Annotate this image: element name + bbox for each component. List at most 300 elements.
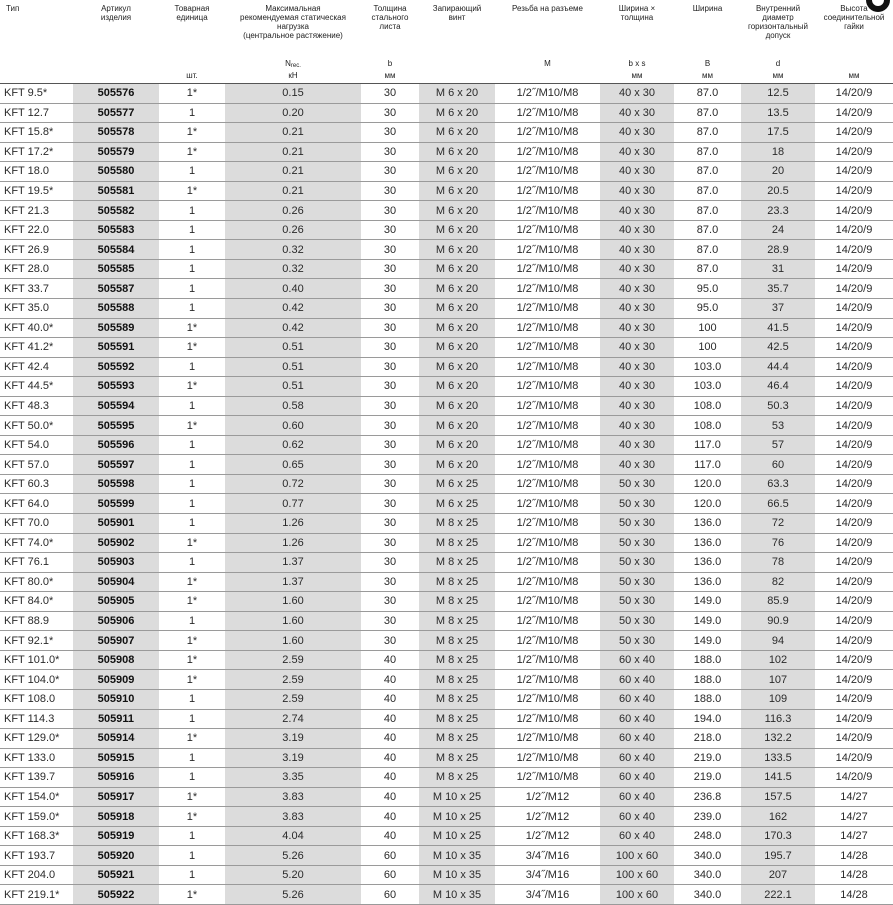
cell-thread: 1/2˝/M10/M8: [495, 357, 600, 377]
cell-height: 14/20/9: [815, 84, 893, 104]
cell-article: 505922: [73, 885, 159, 905]
cell-article: 505915: [73, 748, 159, 768]
cell-load: 0.20: [225, 103, 361, 123]
cell-thread: 1/2˝/M10/M8: [495, 299, 600, 319]
cell-wxs: 40 x 30: [600, 84, 674, 104]
header-wxs: Ширина × толщина: [618, 4, 656, 22]
cell-width: 87.0: [674, 142, 741, 162]
cell-load: 0.21: [225, 162, 361, 182]
cell-thread: 1/2˝/M10/M8: [495, 416, 600, 436]
cell-unit: 1*: [159, 670, 225, 690]
cell-thread: 1/2˝/M10/M8: [495, 435, 600, 455]
symbol-diameter: d: [775, 59, 781, 68]
header-thread: Резьба на разъеме: [512, 4, 583, 13]
cell-article: 505916: [73, 768, 159, 788]
cell-load: 0.51: [225, 357, 361, 377]
cell-thread: 1/2˝/M10/M8: [495, 553, 600, 573]
cell-thread: 1/2˝/M10/M8: [495, 240, 600, 260]
cell-wxs: 40 x 30: [600, 318, 674, 338]
cell-load: 0.32: [225, 240, 361, 260]
cell-diameter: 60: [741, 455, 815, 475]
cell-screw: M 6 x 20: [419, 220, 495, 240]
cell-height: 14/20/9: [815, 142, 893, 162]
cell-type: KFT 193.7: [0, 846, 73, 866]
cell-thickness: 30: [361, 435, 419, 455]
cell-screw: M 6 x 25: [419, 474, 495, 494]
cell-thickness: 30: [361, 103, 419, 123]
cell-thread: 1/2˝/M10/M8: [495, 142, 600, 162]
cell-thickness: 30: [361, 377, 419, 397]
cell-type: KFT 74.0*: [0, 533, 73, 553]
cell-article: 505905: [73, 592, 159, 612]
cell-height: 14/20/9: [815, 553, 893, 573]
cell-unit: 1: [159, 162, 225, 182]
cell-article: 505914: [73, 729, 159, 749]
cell-height: 14/27: [815, 787, 893, 807]
cell-thread: 1/2˝/M10/M8: [495, 709, 600, 729]
cell-unit: 1*: [159, 533, 225, 553]
cell-thread: 1/2˝/M10/M8: [495, 162, 600, 182]
cell-article: 505904: [73, 572, 159, 592]
cell-height: 14/20/9: [815, 162, 893, 182]
cell-load: 1.60: [225, 631, 361, 651]
cell-screw: M 6 x 20: [419, 84, 495, 104]
cell-thickness: 40: [361, 650, 419, 670]
cell-diameter: 24: [741, 220, 815, 240]
cell-article: 505596: [73, 435, 159, 455]
cell-thickness: 40: [361, 689, 419, 709]
cell-wxs: 60 x 40: [600, 826, 674, 846]
cell-article: 505594: [73, 396, 159, 416]
table-row: [0, 455, 893, 475]
table-row: [0, 338, 893, 358]
cell-diameter: 66.5: [741, 494, 815, 514]
cell-screw: M 6 x 20: [419, 142, 495, 162]
cell-diameter: 195.7: [741, 846, 815, 866]
cell-height: 14/20/9: [815, 299, 893, 319]
cell-screw: M 8 x 25: [419, 592, 495, 612]
cell-unit: 1: [159, 455, 225, 475]
table-row: [0, 787, 893, 807]
table-row: [0, 514, 893, 534]
cell-wxs: 100 x 60: [600, 865, 674, 885]
cell-thickness: 30: [361, 455, 419, 475]
cell-width: 149.0: [674, 592, 741, 612]
table-row: [0, 826, 893, 846]
cell-unit: 1: [159, 709, 225, 729]
cell-load: 0.21: [225, 181, 361, 201]
cell-thread: 1/2˝/M10/M8: [495, 748, 600, 768]
cell-diameter: 90.9: [741, 611, 815, 631]
table-row: [0, 865, 893, 885]
cell-width: 108.0: [674, 416, 741, 436]
cell-screw: M 10 x 35: [419, 885, 495, 905]
cell-height: 14/20/9: [815, 768, 893, 788]
cell-wxs: 50 x 30: [600, 553, 674, 573]
cell-article: 505579: [73, 142, 159, 162]
cell-unit: 1: [159, 553, 225, 573]
cell-type: KFT 26.9: [0, 240, 73, 260]
cell-load: 3.83: [225, 787, 361, 807]
cell-screw: M 6 x 20: [419, 123, 495, 143]
cell-thickness: 30: [361, 299, 419, 319]
cell-load: 0.42: [225, 318, 361, 338]
cell-diameter: 222.1: [741, 885, 815, 905]
cell-width: 219.0: [674, 768, 741, 788]
cell-diameter: 23.3: [741, 201, 815, 221]
cell-article: 505589: [73, 318, 159, 338]
cell-width: 236.8: [674, 787, 741, 807]
cell-height: 14/20/9: [815, 533, 893, 553]
cell-diameter: 132.2: [741, 729, 815, 749]
cell-unit: 1: [159, 611, 225, 631]
unit-width: мм: [674, 71, 741, 84]
cell-height: 14/20/9: [815, 201, 893, 221]
cell-screw: M 8 x 25: [419, 514, 495, 534]
cell-width: 95.0: [674, 299, 741, 319]
cell-load: 0.32: [225, 259, 361, 279]
cell-thickness: 60: [361, 885, 419, 905]
cell-thread: 1/2˝/M10/M8: [495, 611, 600, 631]
cell-article: 505587: [73, 279, 159, 299]
cell-load: 0.51: [225, 338, 361, 358]
cell-diameter: 42.5: [741, 338, 815, 358]
cell-thread: 1/2˝/M10/M8: [495, 631, 600, 651]
cell-screw: M 8 x 25: [419, 611, 495, 631]
cell-load: 5.26: [225, 885, 361, 905]
cell-unit: 1: [159, 865, 225, 885]
cell-diameter: 13.5: [741, 103, 815, 123]
cell-height: 14/20/9: [815, 416, 893, 436]
cell-diameter: 20: [741, 162, 815, 182]
cell-wxs: 60 x 40: [600, 689, 674, 709]
cell-type: KFT 60.3: [0, 474, 73, 494]
cell-article: 505908: [73, 650, 159, 670]
header-row: [0, 0, 893, 59]
cell-thread: 1/2˝/M10/M8: [495, 396, 600, 416]
cell-width: 87.0: [674, 220, 741, 240]
unit-height: мм: [815, 71, 893, 84]
cell-wxs: 60 x 40: [600, 650, 674, 670]
cell-screw: M 6 x 20: [419, 416, 495, 436]
cell-height: 14/20/9: [815, 650, 893, 670]
table-row: [0, 553, 893, 573]
cell-type: KFT 50.0*: [0, 416, 73, 436]
cell-width: 136.0: [674, 572, 741, 592]
cell-type: KFT 104.0*: [0, 670, 73, 690]
cell-width: 188.0: [674, 650, 741, 670]
cell-thread: 1/2˝/M10/M8: [495, 259, 600, 279]
table-row: [0, 220, 893, 240]
cell-height: 14/20/9: [815, 396, 893, 416]
cell-unit: 1: [159, 299, 225, 319]
header-width: Ширина: [692, 4, 723, 13]
cell-height: 14/20/9: [815, 670, 893, 690]
cell-unit: 1: [159, 826, 225, 846]
table-body: [0, 84, 893, 905]
table-row: [0, 84, 893, 104]
table-row: [0, 729, 893, 749]
cell-type: KFT 33.7: [0, 279, 73, 299]
cell-wxs: 40 x 30: [600, 201, 674, 221]
cell-unit: 1*: [159, 572, 225, 592]
cell-load: 1.60: [225, 592, 361, 612]
cell-screw: M 6 x 20: [419, 162, 495, 182]
cell-thread: 1/2˝/M12: [495, 807, 600, 827]
cell-unit: 1: [159, 357, 225, 377]
cell-load: 0.42: [225, 299, 361, 319]
cell-thickness: 30: [361, 553, 419, 573]
cell-width: 108.0: [674, 396, 741, 416]
cell-wxs: 40 x 30: [600, 299, 674, 319]
cell-diameter: 50.3: [741, 396, 815, 416]
cell-screw: M 8 x 25: [419, 650, 495, 670]
cell-height: 14/20/9: [815, 709, 893, 729]
cell-diameter: 20.5: [741, 181, 815, 201]
cell-diameter: 76: [741, 533, 815, 553]
cell-width: 239.0: [674, 807, 741, 827]
cell-diameter: 162: [741, 807, 815, 827]
cell-type: KFT 22.0: [0, 220, 73, 240]
cell-thickness: 30: [361, 240, 419, 260]
cell-thread: 3/4˝/M16: [495, 885, 600, 905]
cell-unit: 1*: [159, 123, 225, 143]
cell-thickness: 60: [361, 846, 419, 866]
cell-screw: M 8 x 25: [419, 748, 495, 768]
cell-screw: M 6 x 20: [419, 435, 495, 455]
cell-width: 188.0: [674, 689, 741, 709]
header-unit: Товарная единица: [174, 4, 210, 22]
cell-load: 1.26: [225, 533, 361, 553]
cell-diameter: 170.3: [741, 826, 815, 846]
cell-screw: M 8 x 25: [419, 631, 495, 651]
cell-height: 14/20/9: [815, 748, 893, 768]
cell-article: 505910: [73, 689, 159, 709]
cell-thickness: 30: [361, 514, 419, 534]
cell-unit: 1: [159, 768, 225, 788]
table-row: [0, 103, 893, 123]
cell-load: 0.72: [225, 474, 361, 494]
cell-load: 0.77: [225, 494, 361, 514]
cell-diameter: 46.4: [741, 377, 815, 397]
cell-width: 100: [674, 318, 741, 338]
cell-load: 5.20: [225, 865, 361, 885]
cell-thread: 1/2˝/M10/M8: [495, 338, 600, 358]
cell-article: 505592: [73, 357, 159, 377]
cell-height: 14/20/9: [815, 592, 893, 612]
cell-type: KFT 84.0*: [0, 592, 73, 612]
cell-thickness: 30: [361, 123, 419, 143]
cell-width: 136.0: [674, 514, 741, 534]
cell-thread: 1/2˝/M10/M8: [495, 377, 600, 397]
cell-load: 0.58: [225, 396, 361, 416]
cell-wxs: 50 x 30: [600, 572, 674, 592]
cell-type: KFT 18.0: [0, 162, 73, 182]
cell-unit: 1*: [159, 631, 225, 651]
table-row: [0, 279, 893, 299]
cell-width: 87.0: [674, 103, 741, 123]
cell-width: 87.0: [674, 201, 741, 221]
cell-diameter: 207: [741, 865, 815, 885]
header-load: Максимальная рекомендуемая статическая нагрузка (центральное растяжение): [240, 4, 346, 40]
cell-unit: 1: [159, 514, 225, 534]
cell-thickness: 30: [361, 162, 419, 182]
cell-unit: 1: [159, 846, 225, 866]
cell-type: KFT 57.0: [0, 455, 73, 475]
cell-width: 120.0: [674, 474, 741, 494]
cell-screw: M 8 x 25: [419, 689, 495, 709]
cell-unit: 1: [159, 103, 225, 123]
cell-thickness: 30: [361, 357, 419, 377]
cell-wxs: 50 x 30: [600, 533, 674, 553]
cell-type: KFT 76.1: [0, 553, 73, 573]
cell-wxs: 40 x 30: [600, 240, 674, 260]
cell-load: 3.19: [225, 748, 361, 768]
cell-height: 14/20/9: [815, 455, 893, 475]
cell-height: 14/20/9: [815, 338, 893, 358]
cell-wxs: 50 x 30: [600, 474, 674, 494]
cell-article: 505582: [73, 201, 159, 221]
cell-wxs: 60 x 40: [600, 709, 674, 729]
cell-unit: 1*: [159, 142, 225, 162]
header-thickness: Толщина стального листа: [371, 4, 409, 31]
table-row: [0, 611, 893, 631]
cell-height: 14/20/9: [815, 220, 893, 240]
cell-unit: 1*: [159, 338, 225, 358]
cell-screw: M 6 x 20: [419, 103, 495, 123]
cell-screw: M 6 x 20: [419, 279, 495, 299]
cell-thickness: 30: [361, 396, 419, 416]
cell-type: KFT 42.4: [0, 357, 73, 377]
cell-article: 505588: [73, 299, 159, 319]
cell-article: 505580: [73, 162, 159, 182]
cell-thread: 1/2˝/M10/M8: [495, 84, 600, 104]
unit-wxs: мм: [600, 71, 674, 84]
cell-wxs: 60 x 40: [600, 807, 674, 827]
cell-type: KFT 108.0: [0, 689, 73, 709]
cell-diameter: 102: [741, 650, 815, 670]
cell-screw: M 8 x 25: [419, 533, 495, 553]
cell-screw: M 6 x 20: [419, 455, 495, 475]
cell-article: 505919: [73, 826, 159, 846]
cell-thickness: 40: [361, 729, 419, 749]
cell-screw: M 10 x 25: [419, 807, 495, 827]
cell-thread: 1/2˝/M10/M8: [495, 279, 600, 299]
cell-article: 505577: [73, 103, 159, 123]
cell-type: KFT 44.5*: [0, 377, 73, 397]
cell-type: KFT 64.0: [0, 494, 73, 514]
cell-screw: M 6 x 20: [419, 259, 495, 279]
cell-width: 218.0: [674, 729, 741, 749]
cell-thread: 1/2˝/M10/M8: [495, 689, 600, 709]
cell-screw: M 6 x 20: [419, 318, 495, 338]
cell-thread: 1/2˝/M10/M8: [495, 220, 600, 240]
cell-type: KFT 204.0: [0, 865, 73, 885]
table-row: [0, 650, 893, 670]
cell-wxs: 50 x 30: [600, 611, 674, 631]
cell-diameter: 53: [741, 416, 815, 436]
table-row: [0, 572, 893, 592]
cell-thickness: 30: [361, 259, 419, 279]
cell-diameter: 107: [741, 670, 815, 690]
cell-article: 505597: [73, 455, 159, 475]
unit-row: [0, 71, 893, 84]
cell-width: 149.0: [674, 611, 741, 631]
cell-load: 5.26: [225, 846, 361, 866]
cell-thread: 3/4˝/M16: [495, 865, 600, 885]
cell-height: 14/20/9: [815, 611, 893, 631]
cell-diameter: 12.5: [741, 84, 815, 104]
cell-width: 248.0: [674, 826, 741, 846]
cell-load: 0.21: [225, 142, 361, 162]
cell-unit: 1*: [159, 84, 225, 104]
cell-thread: 1/2˝/M10/M8: [495, 123, 600, 143]
cell-type: KFT 48.3: [0, 396, 73, 416]
unit-load: кН: [225, 71, 361, 84]
cell-wxs: 60 x 40: [600, 729, 674, 749]
cell-screw: M 8 x 25: [419, 572, 495, 592]
table-row: [0, 240, 893, 260]
cell-type: KFT 101.0*: [0, 650, 73, 670]
cell-screw: M 10 x 35: [419, 846, 495, 866]
cell-thickness: 30: [361, 181, 419, 201]
cell-type: KFT 41.2*: [0, 338, 73, 358]
cell-load: 2.74: [225, 709, 361, 729]
cell-load: 0.26: [225, 201, 361, 221]
cell-article: 505584: [73, 240, 159, 260]
table-row: [0, 670, 893, 690]
cell-screw: M 10 x 25: [419, 787, 495, 807]
cell-wxs: 40 x 30: [600, 259, 674, 279]
cell-load: 0.65: [225, 455, 361, 475]
cell-width: 136.0: [674, 533, 741, 553]
cell-screw: M 8 x 25: [419, 709, 495, 729]
symbol-row: [0, 59, 893, 71]
cell-article: 505583: [73, 220, 159, 240]
cell-width: 194.0: [674, 709, 741, 729]
cell-width: 340.0: [674, 885, 741, 905]
cell-width: 95.0: [674, 279, 741, 299]
cell-diameter: 85.9: [741, 592, 815, 612]
cell-unit: 1: [159, 259, 225, 279]
cell-type: KFT 133.0: [0, 748, 73, 768]
cell-article: 505907: [73, 631, 159, 651]
table-row: [0, 318, 893, 338]
cell-thickness: 30: [361, 201, 419, 221]
cell-height: 14/20/9: [815, 474, 893, 494]
cell-width: 87.0: [674, 259, 741, 279]
cell-type: KFT 154.0*: [0, 787, 73, 807]
cell-screw: M 6 x 20: [419, 240, 495, 260]
cell-type: KFT 35.0: [0, 299, 73, 319]
cell-type: KFT 80.0*: [0, 572, 73, 592]
cell-thread: 3/4˝/M16: [495, 846, 600, 866]
cell-type: KFT 9.5*: [0, 84, 73, 104]
table-row: [0, 768, 893, 788]
cell-thickness: 40: [361, 709, 419, 729]
table-row: [0, 631, 893, 651]
table-row: [0, 142, 893, 162]
cell-wxs: 50 x 30: [600, 631, 674, 651]
cell-wxs: 40 x 30: [600, 279, 674, 299]
unit-diameter: мм: [741, 71, 815, 84]
cell-diameter: 94: [741, 631, 815, 651]
cell-load: 1.37: [225, 572, 361, 592]
table-row: [0, 357, 893, 377]
cell-type: KFT 159.0*: [0, 807, 73, 827]
header-height: Высота соединительной гайки: [823, 4, 885, 31]
cell-article: 505902: [73, 533, 159, 553]
